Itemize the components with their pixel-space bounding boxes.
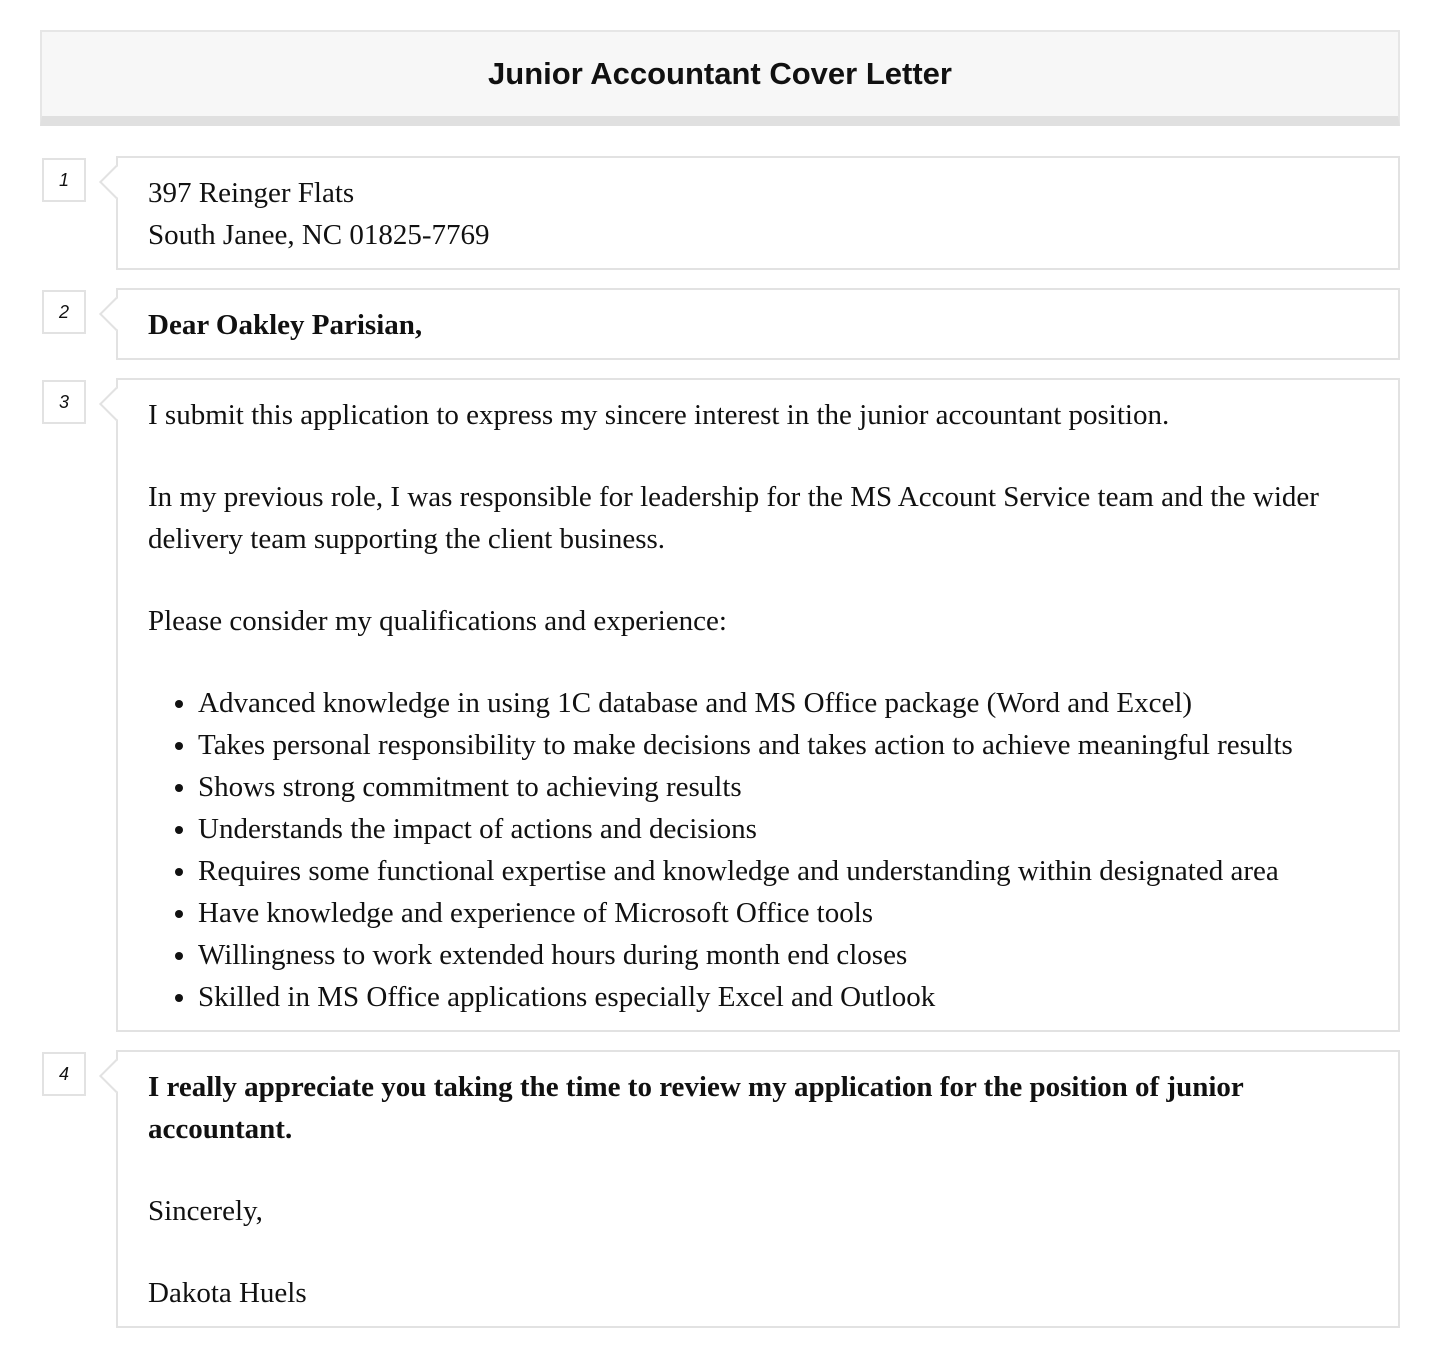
list-item: • Takes personal responsibility to make decisions and takes action to achieve meaningful results [198,724,1368,766]
list-item: • Skilled in MS Office applications especially Excel and Outlook [198,976,1368,1018]
address-line-2: South Janee, NC 01825-7769 [148,219,490,251]
section-number: 4 [42,1052,86,1096]
list-item: • Requires some functional expertise and knowledge and understanding within designated area [198,850,1368,892]
qualifications-list [148,682,1368,1018]
qualifications-heading: Please consider my qualifications and experience: [148,605,727,637]
signature-name: Dakota Huels [148,1277,307,1309]
list-item: • Willingness to work extended hours during month end closes [198,934,1368,976]
section-number: 3 [42,380,86,424]
section-number: 1 [42,158,86,202]
title-bar [40,30,1400,126]
list-item: • Have knowledge and experience of Microsoft Office tools [198,892,1368,934]
section-box [116,288,1400,360]
address-line-1: 397 Reinger Flats [148,177,355,209]
previous-role-paragraph: In my previous role, I was responsible for leadership for the MS Account Service team and the wider delivery team supporting the client business. [148,481,1319,555]
list-item: • Shows strong commitment to achieving results [198,766,1368,808]
closing-statement: I really appreciate you taking the time to review my application for the position of junior accountant. [148,1071,1244,1145]
section-number: 2 [42,290,86,334]
list-item: • Advanced knowledge in using 1C database and MS Office package (Word and Excel) [198,682,1368,724]
section-box [116,378,1400,1032]
section-box [116,156,1400,270]
section-box [116,1050,1400,1328]
salutation: Dear Oakley Parisian, [148,309,423,341]
page-title: Junior Accountant Cover Letter [488,56,952,91]
list-item: • Understands the impact of actions and decisions [198,808,1368,850]
sign-off: Sincerely, [148,1195,263,1227]
intro-paragraph: I submit this application to express my sincere interest in the junior accountant position. [148,399,1170,431]
